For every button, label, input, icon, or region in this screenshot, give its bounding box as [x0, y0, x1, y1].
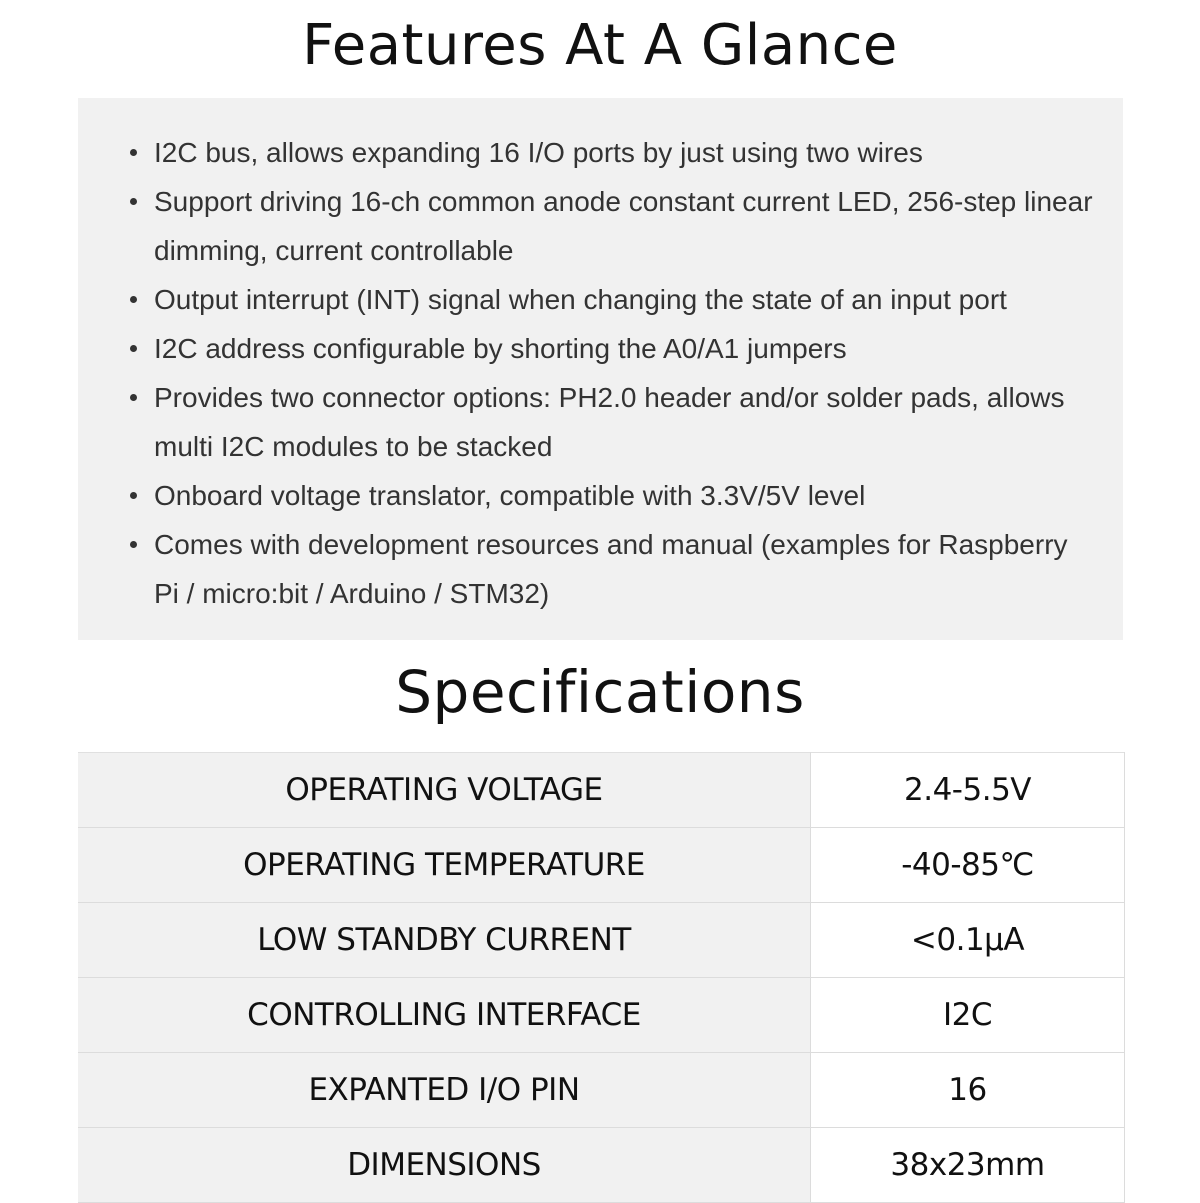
- feature-item: [154, 177, 1093, 275]
- specifications-title: Specifications: [395, 658, 805, 726]
- specifications-table: [78, 752, 1125, 1203]
- feature-item: [154, 471, 1093, 520]
- feature-text: Onboard voltage translator, compatible with 3.3V/5V level: [154, 480, 866, 511]
- spec-value: 2.4-5.5V: [811, 753, 1125, 828]
- spec-value: 16: [811, 1053, 1125, 1128]
- table-row: [78, 978, 1125, 1053]
- feature-text: Provides two connector options: PH2.0 header and/or solder pads, allows multi I2C modules to be stacked: [154, 382, 1065, 462]
- table-row: [78, 1053, 1125, 1128]
- spec-value: -40-85℃: [811, 828, 1125, 903]
- spec-label: CONTROLLING INTERFACE: [78, 978, 811, 1053]
- table-row: [78, 753, 1125, 828]
- bullet-icon: [130, 149, 137, 156]
- feature-text: I2C bus, allows expanding 16 I/O ports by just using two wires: [154, 137, 923, 168]
- bullet-icon: [130, 198, 137, 205]
- feature-text: Support driving 16-ch common anode constant current LED, 256-step linear dimming, current controllable: [154, 186, 1093, 266]
- features-panel: [78, 98, 1123, 640]
- feature-item: [154, 373, 1093, 471]
- spec-value: 38x23mm: [811, 1128, 1125, 1203]
- feature-item: [154, 275, 1093, 324]
- features-title: Features At A Glance: [302, 13, 898, 78]
- feature-item: [154, 520, 1093, 618]
- spec-value: <0.1μA: [811, 903, 1125, 978]
- spec-label: DIMENSIONS: [78, 1128, 811, 1203]
- features-list: [154, 128, 1093, 618]
- spec-value: I2C: [811, 978, 1125, 1053]
- spec-label: OPERATING VOLTAGE: [78, 753, 811, 828]
- table-row: [78, 1128, 1125, 1203]
- feature-item: [154, 324, 1093, 373]
- feature-text: Output interrupt (INT) signal when changing the state of an input port: [154, 284, 1007, 315]
- spec-label: LOW STANDBY CURRENT: [78, 903, 811, 978]
- bullet-icon: [130, 296, 137, 303]
- spec-label: OPERATING TEMPERATURE: [78, 828, 811, 903]
- bullet-icon: [130, 541, 137, 548]
- feature-text: Comes with development resources and manual (examples for Raspberry Pi / micro:bit / Arduino / STM32): [154, 529, 1068, 609]
- bullet-icon: [130, 492, 137, 499]
- feature-item: [154, 128, 1093, 177]
- bullet-icon: [130, 345, 137, 352]
- table-row: [78, 828, 1125, 903]
- feature-text: I2C address configurable by shorting the A0/A1 jumpers: [154, 333, 847, 364]
- spec-label: EXPANTED I/O PIN: [78, 1053, 811, 1128]
- bullet-icon: [130, 394, 137, 401]
- table-row: [78, 903, 1125, 978]
